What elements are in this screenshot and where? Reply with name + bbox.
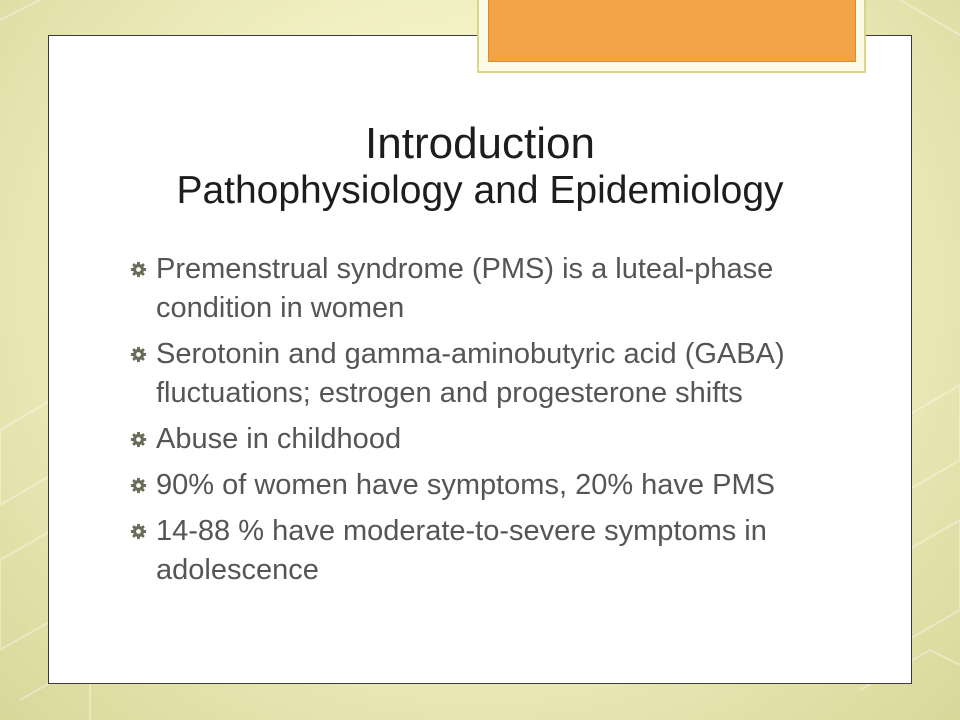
bullet-text: Premenstrual syndrome (PMS) is a luteal-phase condition in women [156,253,774,324]
accent-block [488,0,856,62]
gear-bullet-icon [130,431,147,448]
bullet-item [128,335,828,413]
bullet-item [128,466,828,505]
bullet-item [128,512,828,590]
title-area [60,118,900,214]
bullet-text: Serotonin and gamma-aminobutyric acid (GABA) fluctuations; estrogen and progesterone shifts [156,338,785,409]
gear-bullet-icon [130,346,147,363]
bullet-text: 90% of women have symptoms, 20% have PMS [156,469,775,501]
gear-bullet-icon [130,477,147,494]
slide-title: Introduction [365,119,595,168]
gear-bullet-icon [130,261,147,278]
bullet-list [128,250,828,597]
bullet-item [128,250,828,328]
bullet-text: Abuse in childhood [156,423,402,455]
slide-subtitle: Pathophysiology and Epidemiology [176,169,784,212]
bullet-text: 14-88 % have moderate-to-severe symptoms in adolescence [156,515,767,586]
bullet-item [128,420,828,459]
gear-bullet-icon [130,523,147,540]
